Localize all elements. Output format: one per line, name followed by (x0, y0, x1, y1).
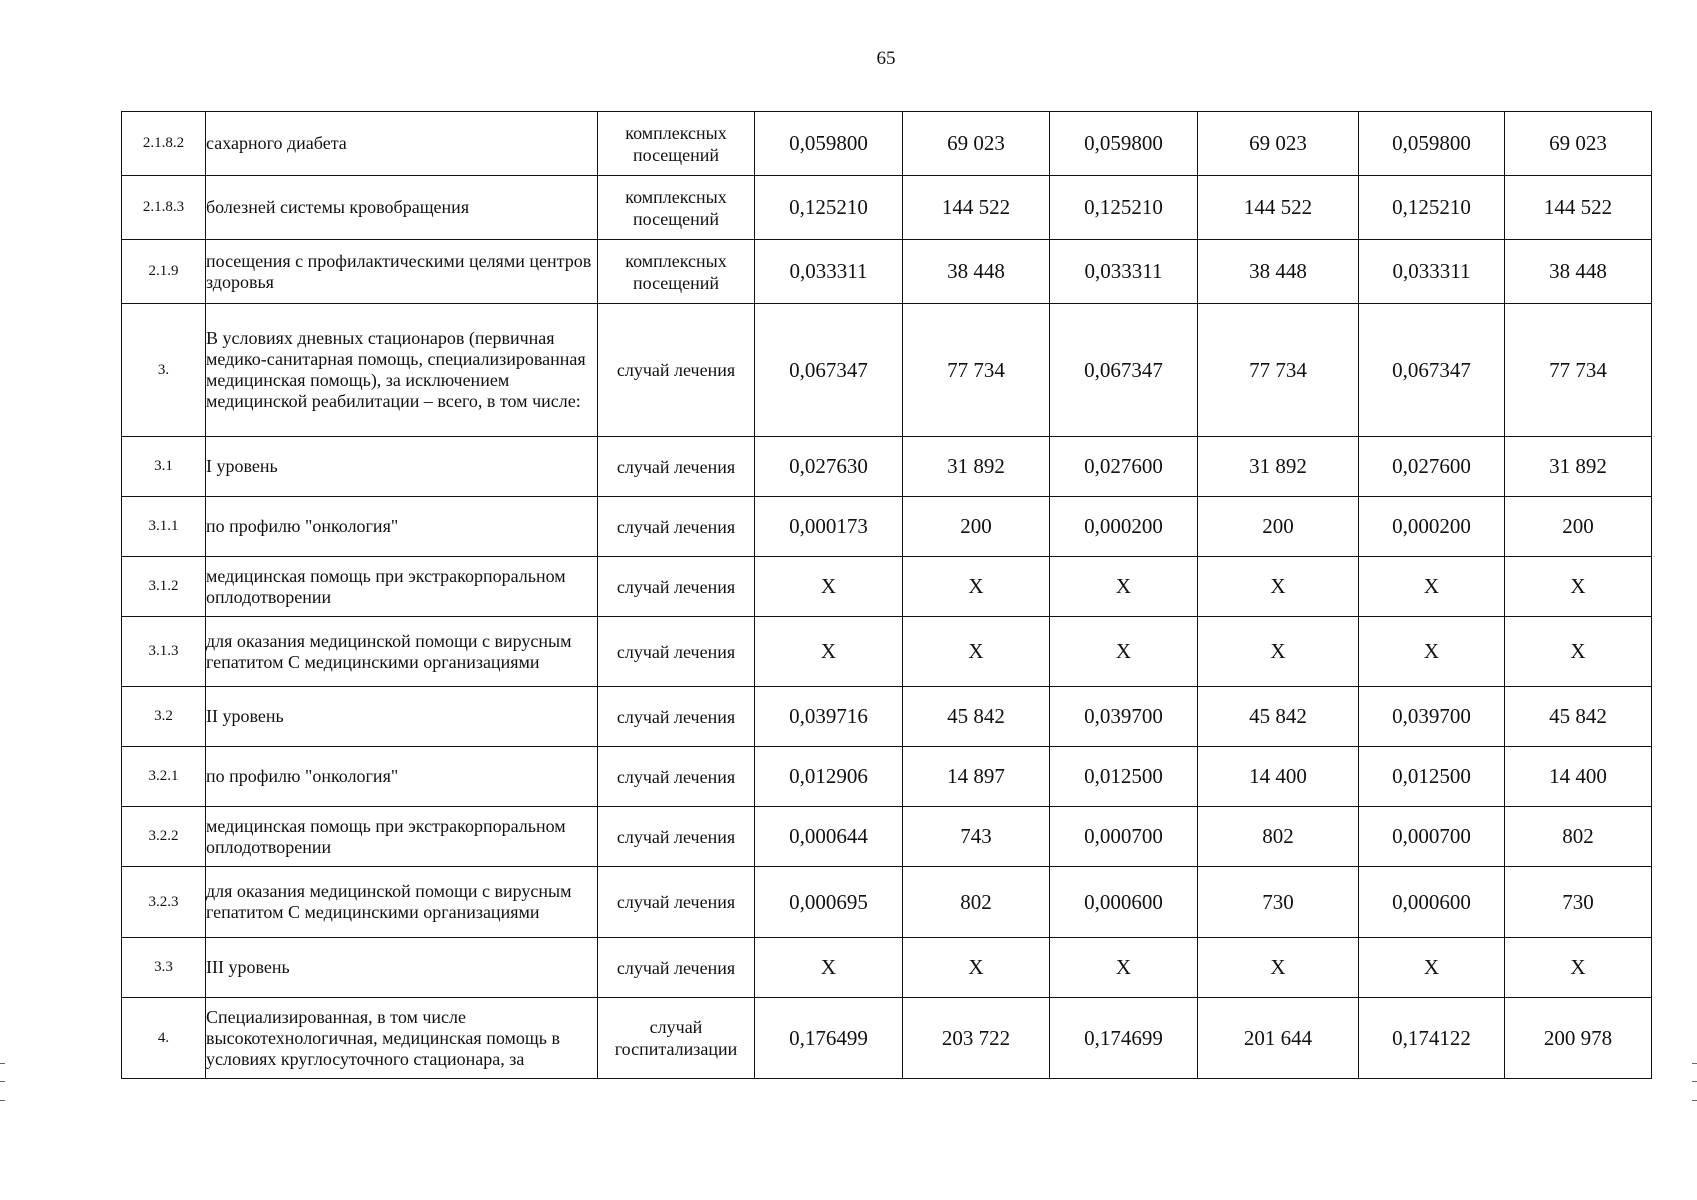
row-code: 3.2.1 (122, 747, 206, 807)
table-row (122, 998, 1652, 1079)
value-cell: 77 734 (903, 304, 1050, 437)
row-code: 3.1.2 (122, 557, 206, 617)
row-unit: случай лечения (598, 497, 755, 557)
value-cell: X (1505, 557, 1652, 617)
row-unit: случай лечения (598, 938, 755, 998)
value-cell: 0,000200 (1050, 497, 1198, 557)
table-row (122, 176, 1652, 240)
page-number: 65 (876, 48, 896, 69)
value-cell: X (1198, 938, 1359, 998)
row-name: сахарного диабета (206, 112, 598, 176)
value-cell: 0,125210 (1050, 176, 1198, 240)
value-cell: 144 522 (1198, 176, 1359, 240)
row-code: 2.1.8.2 (122, 112, 206, 176)
row-unit: случай лечения (598, 687, 755, 747)
value-cell: 0,067347 (1359, 304, 1505, 437)
value-cell: 0,000173 (755, 497, 903, 557)
value-cell: 0,000700 (1359, 807, 1505, 867)
row-name: для оказания медицинской помощи с вирусным гепатитом С медицинскими организациями (206, 617, 598, 687)
row-unit: комплексных посещений (598, 240, 755, 304)
value-cell: 0,033311 (1359, 240, 1505, 304)
row-name: III уровень (206, 938, 598, 998)
row-unit: случай лечения (598, 557, 755, 617)
value-cell: 0,012500 (1050, 747, 1198, 807)
value-cell: 200 (903, 497, 1050, 557)
value-cell: 0,059800 (755, 112, 903, 176)
value-cell: X (1050, 938, 1198, 998)
value-cell: X (755, 938, 903, 998)
table-row (122, 304, 1652, 437)
value-cell: X (1198, 557, 1359, 617)
value-cell: 77 734 (1505, 304, 1652, 437)
value-cell: X (1359, 557, 1505, 617)
row-unit: случай лечения (598, 617, 755, 687)
row-unit: случай лечения (598, 867, 755, 938)
row-name: Специализированная, в том числе высокотехнологичная, медицинская помощь в условиях круглосуточного стационара, за (206, 998, 598, 1079)
row-name: медицинская помощь при экстракорпоральном оплодотворении (206, 557, 598, 617)
table-row (122, 807, 1652, 867)
row-code: 4. (122, 998, 206, 1079)
value-cell: X (1505, 617, 1652, 687)
table-row (122, 687, 1652, 747)
row-name: для оказания медицинской помощи с вирусным гепатитом С медицинскими организациями (206, 867, 598, 938)
value-cell: 31 892 (1505, 437, 1652, 497)
row-unit: случай лечения (598, 807, 755, 867)
value-cell: 743 (903, 807, 1050, 867)
row-code: 3.2 (122, 687, 206, 747)
value-cell: X (903, 617, 1050, 687)
table-row (122, 938, 1652, 998)
value-cell: X (755, 557, 903, 617)
row-code: 2.1.8.3 (122, 176, 206, 240)
row-unit: случай лечения (598, 437, 755, 497)
value-cell: X (1359, 617, 1505, 687)
table-row (122, 867, 1652, 938)
value-cell: 0,027600 (1050, 437, 1198, 497)
value-cell: 0,067347 (755, 304, 903, 437)
value-cell: X (1050, 557, 1198, 617)
row-code: 3.1.3 (122, 617, 206, 687)
value-cell: 201 644 (1198, 998, 1359, 1079)
scan-edge-mark-left (0, 1063, 5, 1101)
value-cell: 0,027600 (1359, 437, 1505, 497)
row-name: болезней системы кровобращения (206, 176, 598, 240)
value-cell: 0,125210 (755, 176, 903, 240)
value-cell: X (1198, 617, 1359, 687)
row-name: II уровень (206, 687, 598, 747)
value-cell: 0,039716 (755, 687, 903, 747)
value-cell: X (1050, 617, 1198, 687)
value-cell: 200 978 (1505, 998, 1652, 1079)
value-cell: 0,033311 (1050, 240, 1198, 304)
value-cell: 0,000695 (755, 867, 903, 938)
value-cell: 45 842 (1198, 687, 1359, 747)
value-cell: 144 522 (903, 176, 1050, 240)
value-cell: 0,000600 (1050, 867, 1198, 938)
value-cell: 0,059800 (1050, 112, 1198, 176)
table-row (122, 240, 1652, 304)
row-code: 3.1.1 (122, 497, 206, 557)
row-code: 2.1.9 (122, 240, 206, 304)
value-cell: 0,067347 (1050, 304, 1198, 437)
value-cell: 730 (1198, 867, 1359, 938)
row-code: 3.2.2 (122, 807, 206, 867)
value-cell: 144 522 (1505, 176, 1652, 240)
table-row (122, 747, 1652, 807)
value-cell: 38 448 (1505, 240, 1652, 304)
row-code: 3.3 (122, 938, 206, 998)
value-cell: 802 (1198, 807, 1359, 867)
value-cell: 69 023 (1505, 112, 1652, 176)
value-cell: 0,125210 (1359, 176, 1505, 240)
value-cell: X (755, 617, 903, 687)
value-cell: 200 (1505, 497, 1652, 557)
table-row (122, 112, 1652, 176)
value-cell: 31 892 (903, 437, 1050, 497)
value-cell: X (1505, 938, 1652, 998)
value-cell: 14 897 (903, 747, 1050, 807)
value-cell: 0,012906 (755, 747, 903, 807)
table-row (122, 437, 1652, 497)
table-row (122, 497, 1652, 557)
row-name: по профилю "онкология" (206, 497, 598, 557)
value-cell: 45 842 (1505, 687, 1652, 747)
value-cell: 0,033311 (755, 240, 903, 304)
value-cell: 38 448 (903, 240, 1050, 304)
row-unit: случай госпитализации (598, 998, 755, 1079)
value-cell: 31 892 (1198, 437, 1359, 497)
scan-edge-mark-right (1692, 1063, 1697, 1101)
row-unit: комплексных посещений (598, 112, 755, 176)
table-row (122, 557, 1652, 617)
value-cell: 0,027630 (755, 437, 903, 497)
value-cell: X (903, 938, 1050, 998)
value-cell: 0,000644 (755, 807, 903, 867)
value-cell: 0,039700 (1050, 687, 1198, 747)
value-cell: 45 842 (903, 687, 1050, 747)
value-cell: 0,000600 (1359, 867, 1505, 938)
value-cell: 0,174699 (1050, 998, 1198, 1079)
value-cell: 0,000200 (1359, 497, 1505, 557)
value-cell: 802 (903, 867, 1050, 938)
row-code: 3. (122, 304, 206, 437)
row-unit: случай лечения (598, 747, 755, 807)
row-name: посещения с профилактическими целями центров здоровья (206, 240, 598, 304)
value-cell: 77 734 (1198, 304, 1359, 437)
row-name: В условиях дневных стационаров (первичная медико-санитарная помощь, специализированная медицинская помощь), за исключением медицинской реабилитации – всего, в том числе: (206, 304, 598, 437)
value-cell: 0,059800 (1359, 112, 1505, 176)
value-cell: 730 (1505, 867, 1652, 938)
value-cell: 0,176499 (755, 998, 903, 1079)
value-cell: 0,039700 (1359, 687, 1505, 747)
value-cell: 0,000700 (1050, 807, 1198, 867)
row-unit: комплексных посещений (598, 176, 755, 240)
table-row (122, 617, 1652, 687)
value-cell: X (1359, 938, 1505, 998)
value-cell: 203 722 (903, 998, 1050, 1079)
row-name: медицинская помощь при экстракорпоральном оплодотворении (206, 807, 598, 867)
value-cell: 14 400 (1198, 747, 1359, 807)
row-name: по профилю "онкология" (206, 747, 598, 807)
value-cell: 0,012500 (1359, 747, 1505, 807)
value-cell: 38 448 (1198, 240, 1359, 304)
volume-norms-table (121, 111, 1652, 1079)
value-cell: 69 023 (903, 112, 1050, 176)
row-name: I уровень (206, 437, 598, 497)
value-cell: 69 023 (1198, 112, 1359, 176)
value-cell: 200 (1198, 497, 1359, 557)
row-code: 3.2.3 (122, 867, 206, 938)
value-cell: X (903, 557, 1050, 617)
row-unit: случай лечения (598, 304, 755, 437)
value-cell: 14 400 (1505, 747, 1652, 807)
value-cell: 0,174122 (1359, 998, 1505, 1079)
value-cell: 802 (1505, 807, 1652, 867)
row-code: 3.1 (122, 437, 206, 497)
